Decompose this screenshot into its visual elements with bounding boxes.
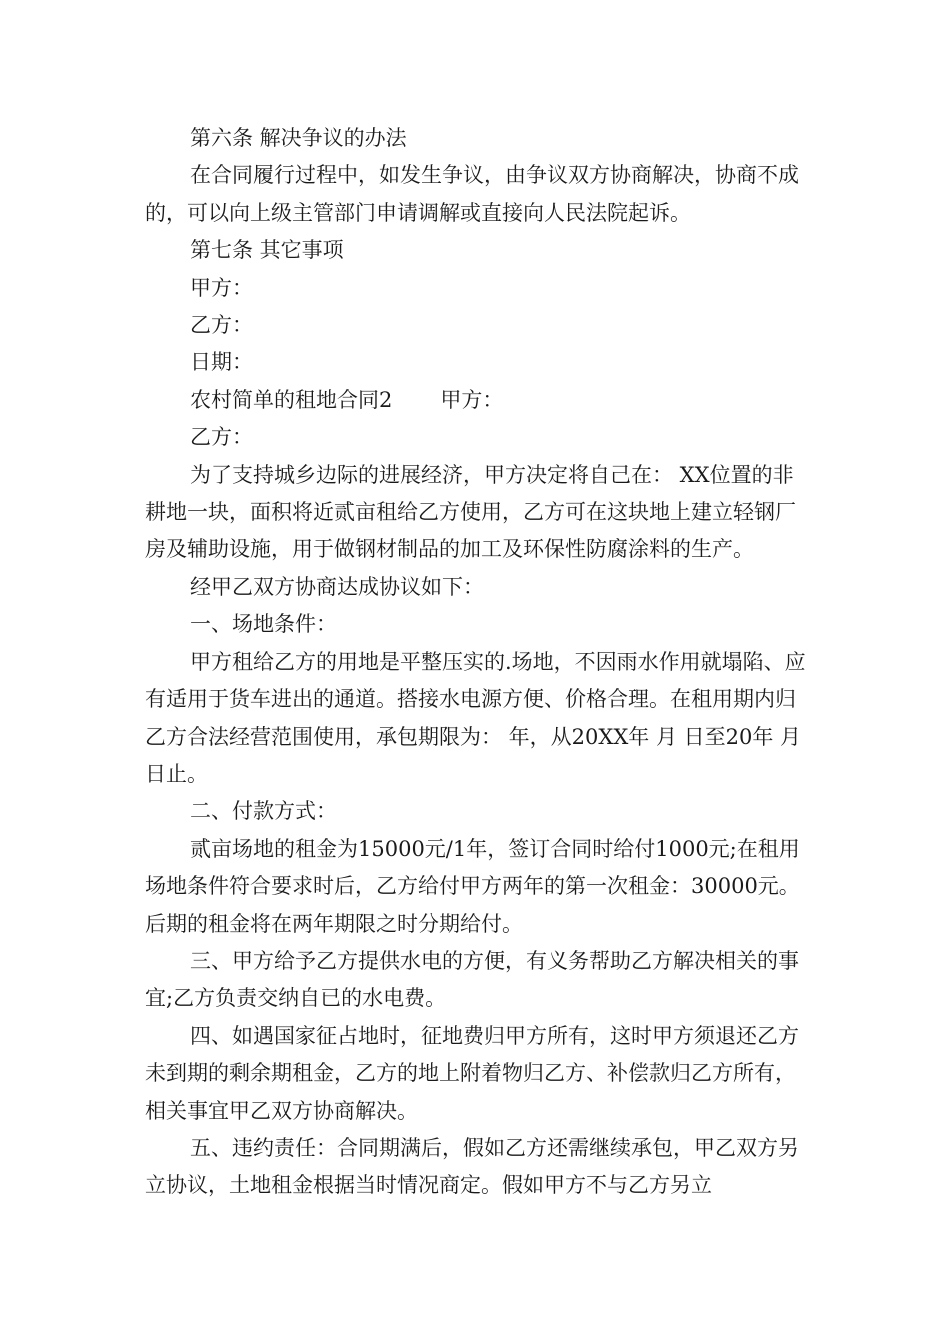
section-2-heading: 二、付款方式： xyxy=(190,799,337,824)
agreement-intro: 经甲乙双方协商达成协议如下： xyxy=(190,574,484,599)
section-4-text: 四、如遇国家征占地时，征地费归甲方所有，这时甲方须退还乙方未到期的剩余期租金，乙方的地上附着物归乙方、补偿款归乙方所有，相关事宜甲乙双方协商解决。 xyxy=(145,1023,799,1123)
preamble-paragraph: 为了支持城乡边际的进展经济，甲方决定将自己在： XX位置的非耕地一块，面积将近贰亩租给乙方使用，乙方可在这块地上建立轻钢厂房及辅助设施，用于做钢材制品的加工及环保性防腐涂料的生产。 xyxy=(145,462,796,562)
party-a-label: 甲方： xyxy=(190,275,253,300)
article-7-heading: 第七条 其它事项 xyxy=(190,238,344,263)
document-body xyxy=(145,120,807,1205)
date-label: 日期： xyxy=(190,350,253,375)
section-2-text: 贰亩场地的租金为15000元/1年，签订合同时给付1000元;在租用场地条件符合要求时后，乙方给付甲方两年的第一次租金：30000元。后期的租金将在两年期限之时分期给付。 xyxy=(145,836,800,936)
section-3-text: 三、甲方给予乙方提供水电的方便，有义务帮助乙方解决相关的事宜;乙方负责交纳自已的水电费。 xyxy=(145,948,799,1011)
section-5-text: 五、违约责任：合同期满后，假如乙方还需继续承包，甲乙双方另立协议，土地租金根据当时情况商定。假如甲方不与乙方另立 xyxy=(145,1135,799,1198)
article-6-text: 在合同履行过程中，如发生争议，由争议双方协商解决，协商不成的，可以向上级主管部门申请调解或直接向人民法院起诉。 xyxy=(145,163,799,225)
contract-2-party-a: 甲方： xyxy=(440,387,504,412)
contract-2-title-line xyxy=(145,382,807,419)
party-b-label: 乙方： xyxy=(190,313,253,338)
section-1-text: 甲方租给乙方的用地是平整压实的.场地，不因雨水作用就塌陷、应有适用于货车进出的通道。搭接水电源方便、价格合理。在租用期内归乙方合法经营范围使用，承包期限为： 年，从20XX年 月 日至20年 月 日止。 xyxy=(145,649,806,786)
contract-2-party-b: 乙方： xyxy=(190,425,253,450)
contract-2-title: 农村简单的租地合同2 xyxy=(190,387,393,412)
article-6-heading: 第六条 解决争议的办法 xyxy=(190,126,407,150)
section-1-heading: 一、场地条件： xyxy=(190,612,337,637)
